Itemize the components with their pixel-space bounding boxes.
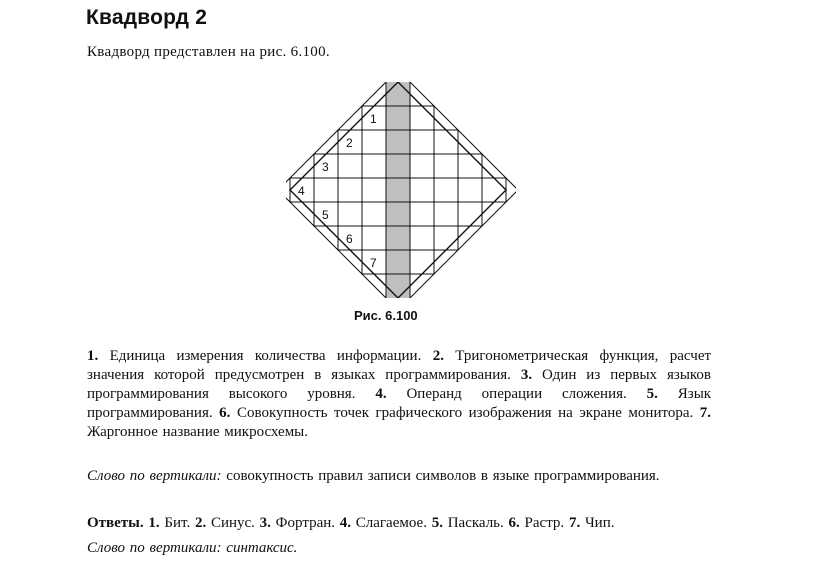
grid-cell [458,202,482,226]
grid-cell [410,106,434,130]
answer-6-num: 6. [508,515,520,531]
grid-cell [338,154,362,178]
answer-7-num: 7. [568,515,581,531]
clue-2-text: Тригонометрическая функция, расчет значения которой предусмотрен в языках программирования. [87,348,712,383]
grid-cell [362,226,386,250]
clue-number-5: 5 [322,208,329,222]
answer-4-num: 4. [339,515,351,531]
grid-cell [410,202,434,226]
quadword-figure [286,82,516,298]
grid-cell [386,250,410,274]
vertical-answer-text: синтаксис. [226,540,298,556]
clue-4-text: Операнд операции сложения. [406,386,627,402]
answers-line [87,514,711,533]
clue-4-num: 4. [375,386,387,402]
answer-1-text: Бит. [164,515,191,531]
intro-text: Квадворд представлен на рис. 6.100. [87,44,330,60]
grid-cell [362,130,386,154]
vertical-text: совокупность правил записи символов в языке программирования. [226,468,660,484]
answer-1-num: 1. [148,515,160,531]
grid-cell [410,154,434,178]
vertical-label: Слово по вертикали: [87,468,222,484]
clue-7-text: Жаргонное название микросхемы. [87,424,309,440]
grid-cell [410,250,434,274]
grid-cell [410,178,434,202]
vertical-word-clue [87,467,711,486]
clue-3-text: Один из первых языков программирования высокого уровня. [87,367,712,402]
answer-3-num: 3. [259,515,271,531]
page-title: Квадворд 2 [86,6,208,29]
grid-edge-cell [290,154,314,178]
grid-cell [386,106,410,130]
grid-cell [434,154,458,178]
grid-edge-cell [434,106,458,130]
clue-number-6: 6 [346,232,353,246]
clue-7-num: 7. [699,405,712,421]
grid-edge-cell [338,250,362,274]
answer-4-text: Слагаемое. [355,515,427,531]
grid-edge-cell [338,106,362,130]
grid-cell [338,178,362,202]
vertical-word-answer [87,539,711,558]
answer-5-text: Паскаль. [447,515,504,531]
answer-2-text: Синус. [210,515,255,531]
grid-edge-cell [314,130,338,154]
clue-6-num: 6. [219,405,231,421]
clues-paragraph [87,347,711,442]
grid-cell [434,202,458,226]
clue-3-num: 3. [520,367,533,383]
grid-corner-cell [410,274,434,298]
clue-number-1: 1 [370,112,377,126]
grid-cell [434,178,458,202]
grid-cell [386,202,410,226]
answer-5-num: 5. [431,515,443,531]
grid-edge-cell [458,226,482,250]
clue-6-text: Совокупность точек графического изображения на экране монитора. [236,405,694,421]
grid-edge-cell [314,226,338,250]
grid-cell [362,178,386,202]
answer-2-num: 2. [194,515,207,531]
grid-cell [314,178,338,202]
grid-cell [434,226,458,250]
grid-edge-cell [506,178,516,202]
grid-edge-cell [482,202,506,226]
answer-3-text: Фортран. [275,515,335,531]
grid-cell [410,130,434,154]
grid-corner-cell [362,82,386,106]
clue-number-2: 2 [346,136,353,150]
clue-5-text: Язык программирования. [87,386,712,421]
clue-1-num: 1. [87,348,99,364]
grid-corner-cell [362,274,386,298]
grid-cell [386,130,410,154]
grid-cell [338,202,362,226]
grid-cell [386,178,410,202]
grid-corner-cell [410,82,434,106]
answer-7-text: Чип. [584,515,615,531]
grid-edge-cell [458,130,482,154]
vertical-answer-label: Слово по вертикали: [87,540,222,556]
grid-cell [386,226,410,250]
grid-cell [434,130,458,154]
grid-cell [410,226,434,250]
grid-edge-cell [434,250,458,274]
grid-cell [458,178,482,202]
clue-2-num: 2. [432,348,444,364]
grid-cell [458,154,482,178]
grid-edge-cell [290,202,314,226]
clue-1-text: Единица измерения количества информации. [109,348,422,364]
grid-cell [362,202,386,226]
grid-cell [482,178,506,202]
quadword-grid [286,82,516,298]
grid-cell [386,154,410,178]
clue-number-4: 4 [298,184,305,198]
answers-label: Ответы. [87,515,144,531]
clue-5-num: 5. [646,386,658,402]
grid-cell [362,154,386,178]
figure-caption: Рис. 6.100 [354,308,418,323]
grid-edge-cell [482,154,506,178]
clue-number-3: 3 [322,160,329,174]
answer-6-text: Растр. [524,515,565,531]
clue-number-7: 7 [370,256,377,270]
